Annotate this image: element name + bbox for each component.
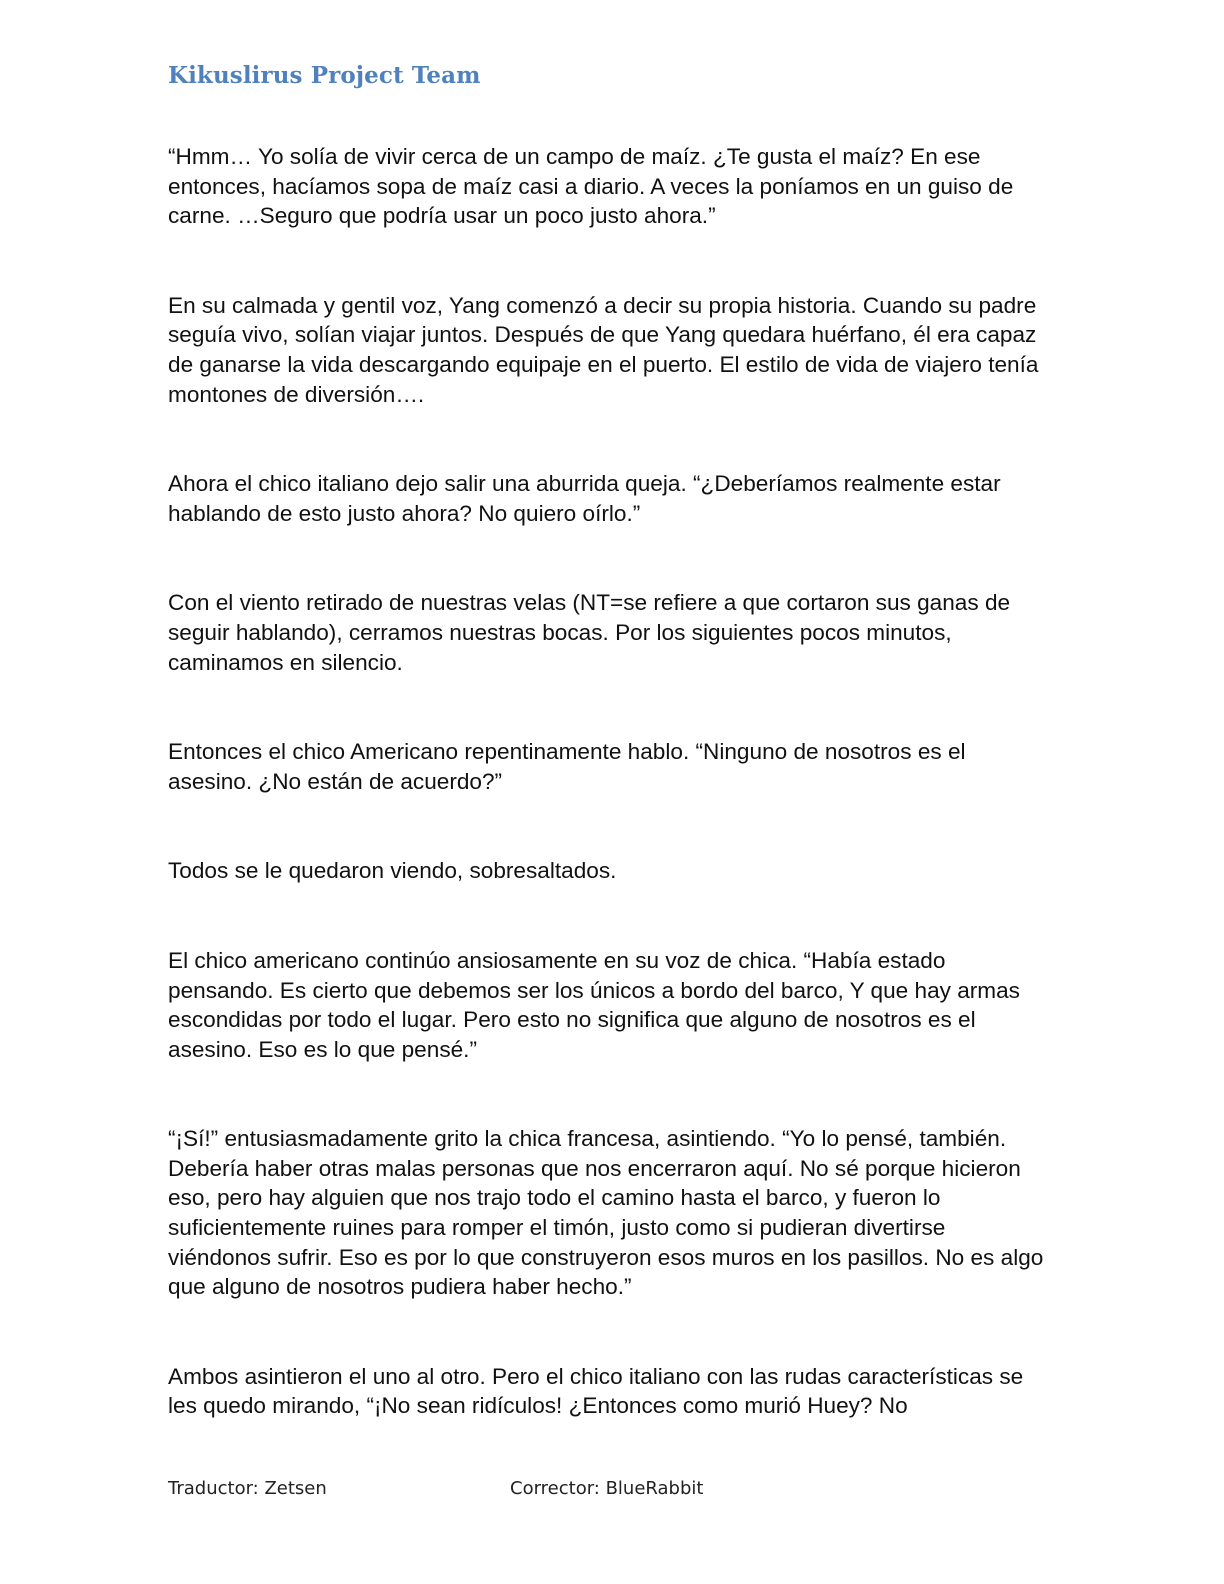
paragraph: Todos se le quedaron viendo, sobresaltados. [168,858,617,884]
body-text [168,142,1048,1481]
footer-translator: Traductor: Zetsen [168,1478,327,1499]
paragraph: Con el viento retirado de nuestras velas (NT=se refiere a que cortaron sus ganas de seguir hablando), cerramos nuestras bocas. Por los siguientes pocos minutos, caminamos en silencio. [168,590,1011,675]
paragraph: “Hmm… Yo solía de vivir cerca de un campo de maíz. ¿Te gusta el maíz? En ese entonces, hacíamos sopa de maíz casi a diario. A veces la poníamos en un guiso de carne. …Seguro que podría usar un poco justo ahora.” [168,144,1014,229]
paragraph: “¡Sí!” entusiasmadamente grito la chica francesa, asintiendo. “Yo lo pensé, también. Debería haber otras malas personas que nos encerraron aquí. No sé porque hicieron eso, pero hay alguien que nos trajo todo el camino hasta el barco, y fueron lo suficientemente ruines para romper el timón, justo como si pudieran divertirse viéndonos sufrir. Eso es por lo que construyeron esos muros en los pasillos. No es algo que alguno de nosotros pudiera haber hecho.” [168,1126,1044,1300]
paragraph: Entonces el chico Americano repentinamente hablo. “Ninguno de nosotros es el asesino. ¿No están de acuerdo?” [168,739,966,794]
footer-corrector: Corrector: BlueRabbit [510,1478,704,1499]
paragraph: Ahora el chico italiano dejo salir una aburrida queja. “¿Deberíamos realmente estar hablando de esto justo ahora? No quiero oírlo.” [168,471,1001,526]
header-title: Kikuslirus Project Team [168,62,481,89]
paragraph: Ambos asintieron el uno al otro. Pero el chico italiano con las rudas características se les quedo mirando, “¡No sean ridículos! ¿Entonces como murió Huey? No [168,1363,1024,1419]
paragraph: En su calmada y gentil voz, Yang comenzó a decir su propia historia. Cuando su padre seguía vivo, solían viajar juntos. Después de que Yang quedara huérfano, él era capaz de ganarse la vida descargando equipaje en el puerto. El estilo de vida de viajero tenía montones de diversión…. [168,292,1039,407]
page-footer [0,1478,1224,1506]
paragraph: El chico americano continúo ansiosamente en su voz de chica. “Había estado pensando. Es cierto que debemos ser los únicos a bordo del barco, Y que hay armas escondidas por todo el lugar. Pero esto no significa que alguno de nosotros es el asesino. Eso es lo que pensé.” [168,947,1020,1062]
